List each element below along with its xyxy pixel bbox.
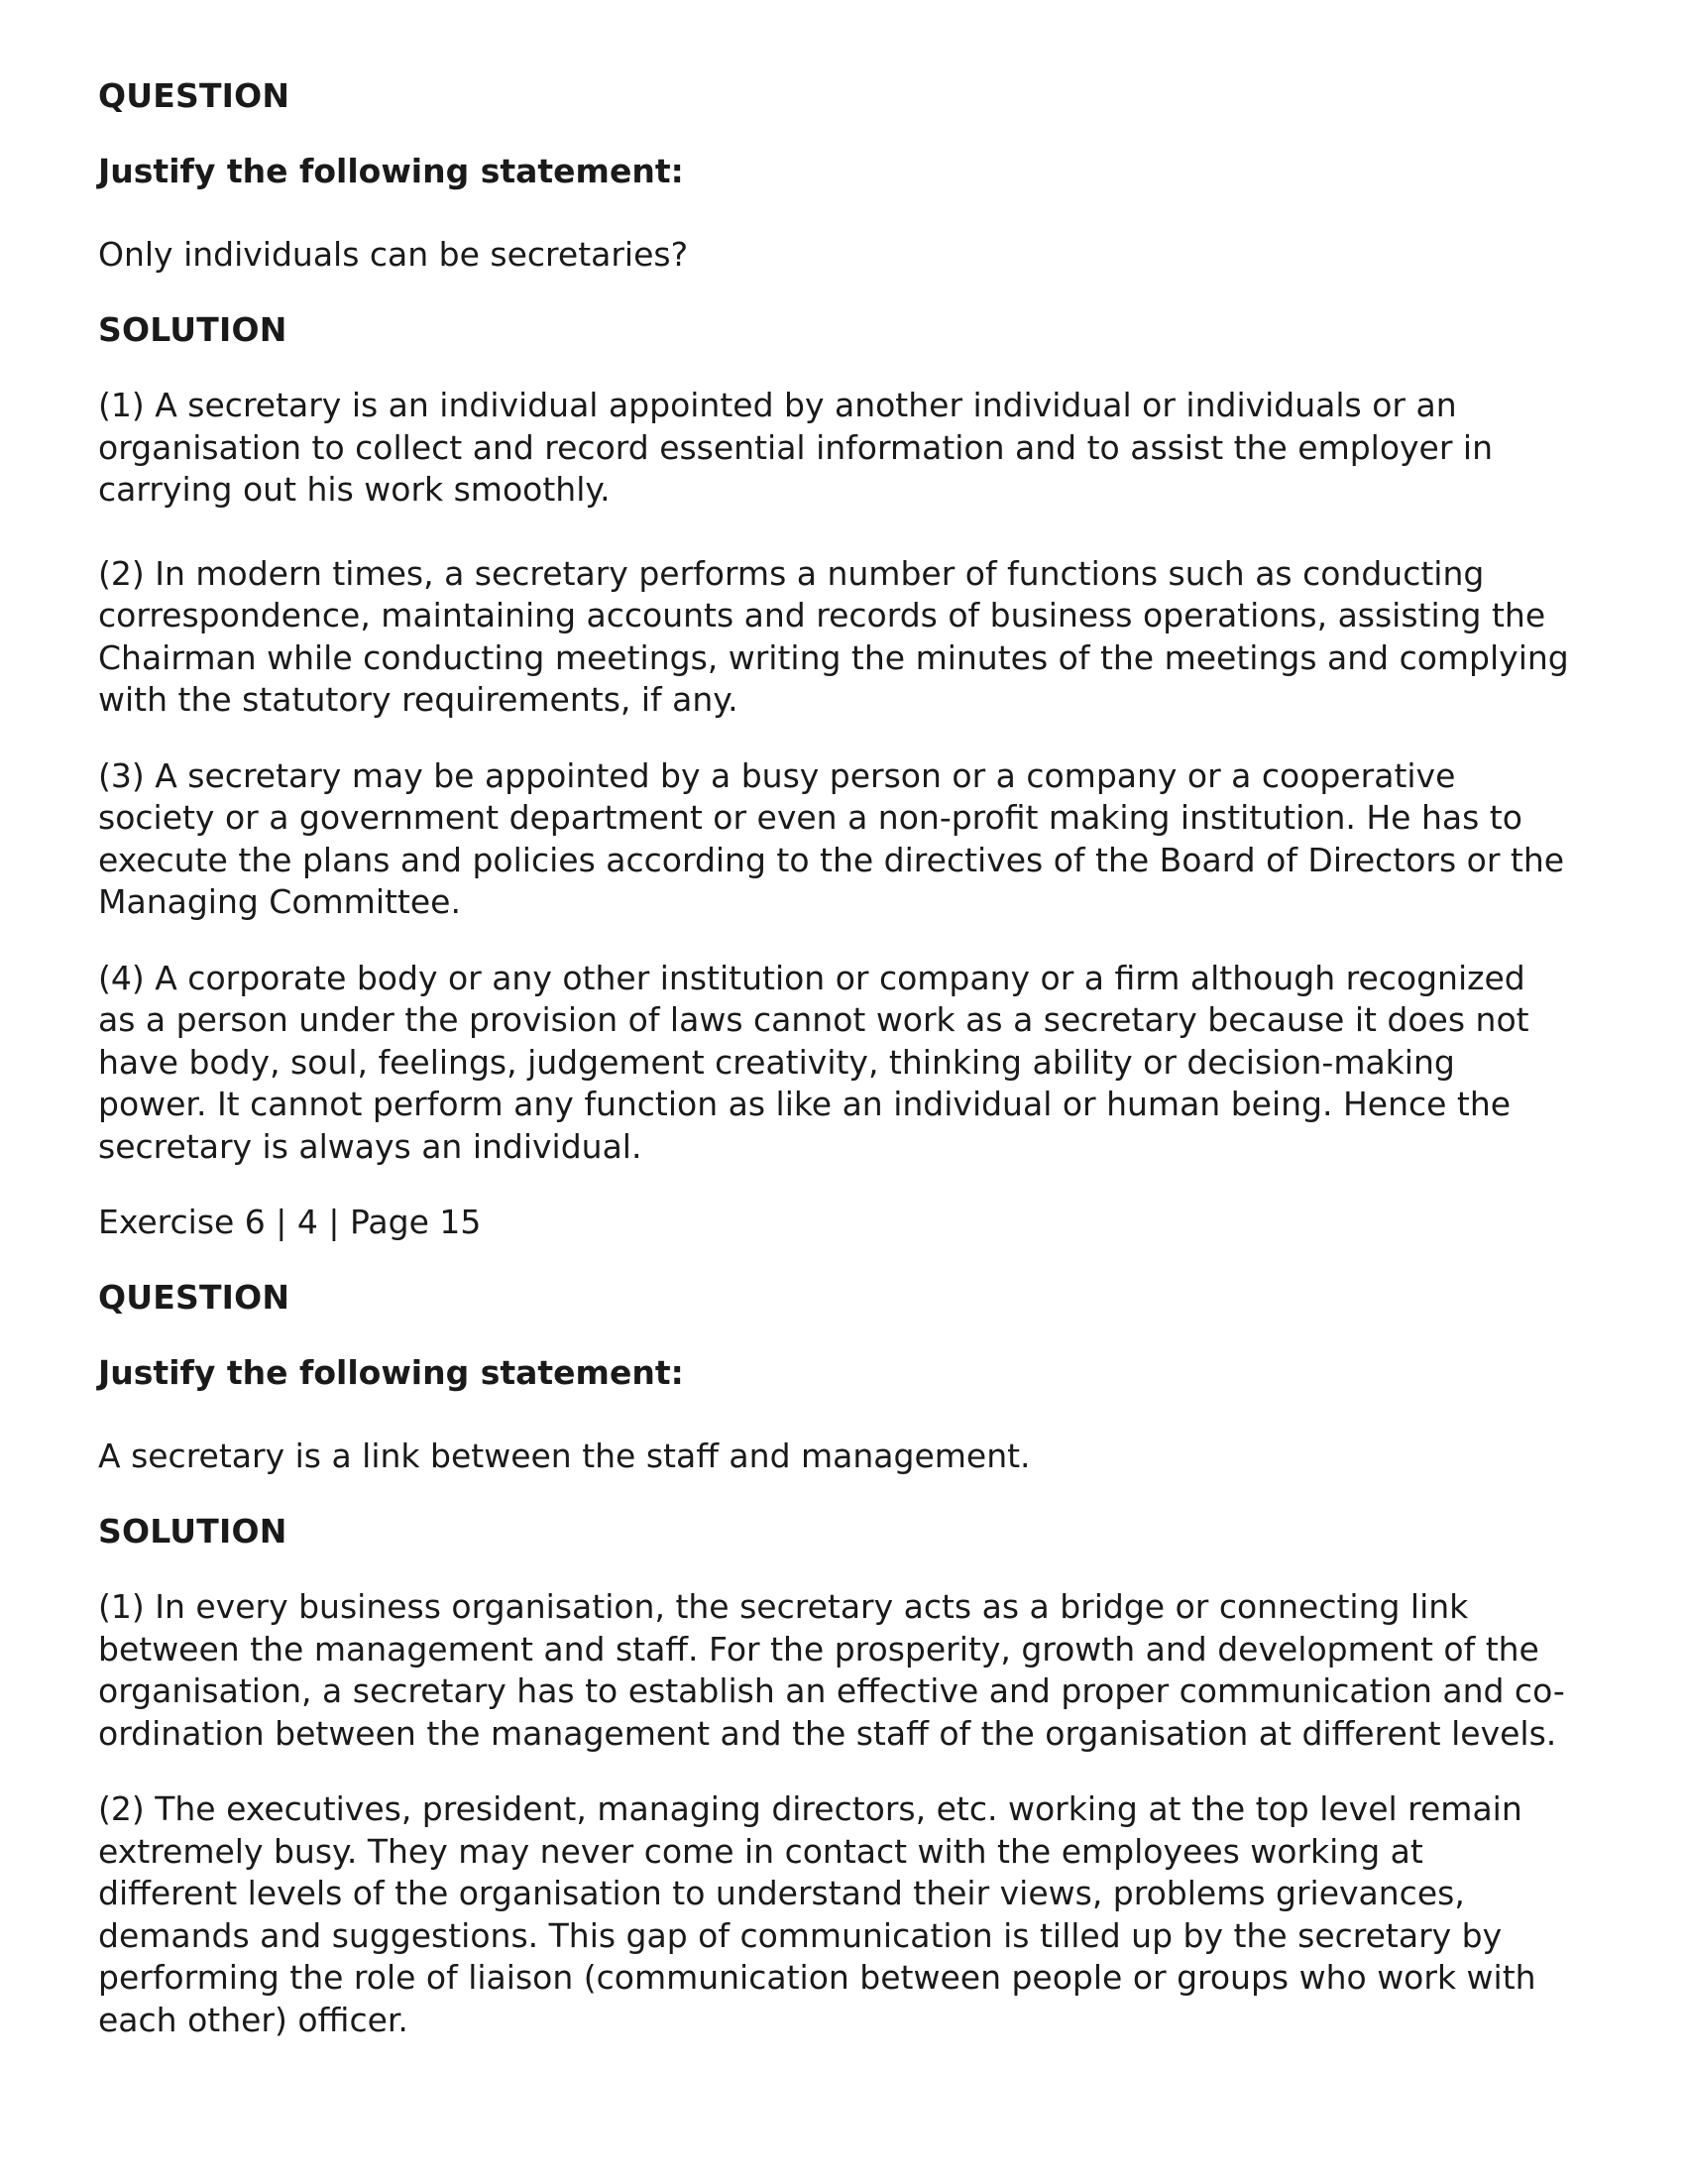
- solution-paragraph-4: [98, 958, 1605, 1169]
- text-line: Chairman while conducting meetings, writing the minutes of the meetings and complying: [98, 637, 1569, 677]
- text-line: extremely busy. They may never come in contact with the employees working at: [98, 1831, 1423, 1871]
- solution-heading: SOLUTION: [98, 1512, 287, 1551]
- text-line: execute the plans and policies according to the directives of the Board of Directors or the: [98, 840, 1565, 879]
- text-line: secretary is always an individual.: [98, 1126, 642, 1166]
- solution-heading: SOLUTION: [98, 310, 287, 349]
- text-line: (1) In every business organisation, the secretary acts as a bridge or connecting link: [98, 1587, 1469, 1626]
- text-line: power. It cannot perform any function as like an individual or human being. Hence the: [98, 1085, 1512, 1123]
- text-line: performing the role of liaison (communication between people or groups who work with: [98, 1958, 1536, 1997]
- text-line: (4) A corporate body or any other institution or company or a firm although recognized: [98, 958, 1525, 997]
- solution-paragraph-1: [98, 1586, 1605, 1755]
- text-line: organisation to collect and record essential information and to assist the employer in: [98, 427, 1493, 467]
- solution-paragraph-3: [98, 755, 1605, 924]
- question-prompt: Justify the following statement:: [98, 152, 684, 190]
- question-block-1: [98, 75, 1605, 1243]
- text-line: carrying out his work smoothly.: [98, 470, 611, 509]
- text-line: as a person under the provision of laws cannot work as a secretary because it does not: [98, 1000, 1529, 1039]
- text-line: with the statutory requirements, if any.: [98, 680, 738, 719]
- exercise-reference: Exercise 6 | 4 | Page 15: [98, 1203, 482, 1241]
- text-line: different levels of the organisation to understand their views, problems grievances,: [98, 1874, 1465, 1912]
- question-block-2: [98, 1277, 1605, 2041]
- question-heading: QUESTION: [98, 76, 290, 115]
- text-line: between the management and staff. For the prosperity, growth and development of the: [98, 1629, 1539, 1668]
- text-line: have body, soul, feelings, judgement creativity, thinking ability or decision-making: [98, 1042, 1455, 1082]
- text-line: (2) The executives, president, managing directors, etc. working at the top level remain: [98, 1789, 1522, 1828]
- solution-paragraph-2: [98, 1788, 1605, 2041]
- text-line: (2) In modern times, a secretary performs a number of functions such as conducting: [98, 553, 1485, 593]
- text-line: organisation, a secretary has to establish an effective and proper communication and co-: [98, 1671, 1565, 1710]
- text-line: correspondence, maintaining accounts and records of business operations, assisting the: [98, 596, 1546, 634]
- text-line: (1) A secretary is an individual appointed by another individual or individuals or an: [98, 386, 1457, 424]
- text-line: (3) A secretary may be appointed by a busy person or a company or a cooperative: [98, 755, 1456, 795]
- document-page: [98, 75, 1605, 2075]
- text-line: society or a government department or even a non-profit making institution. He has to: [98, 798, 1522, 837]
- question-statement: Only individuals can be secretaries?: [98, 235, 689, 274]
- question-statement: A secretary is a link between the staff and management.: [98, 1437, 1031, 1475]
- text-line: Managing Committee.: [98, 882, 461, 921]
- question-heading: QUESTION: [98, 1278, 290, 1317]
- text-line: demands and suggestions. This gap of communication is tilled up by the secretary by: [98, 1915, 1503, 1955]
- question-prompt: Justify the following statement:: [98, 1353, 684, 1392]
- text-line: ordination between the management and the staff of the organisation at different levels.: [98, 1713, 1557, 1753]
- text-line: each other) officer.: [98, 2000, 408, 2039]
- solution-paragraph-1: [98, 385, 1605, 512]
- solution-paragraph-2: [98, 553, 1605, 722]
